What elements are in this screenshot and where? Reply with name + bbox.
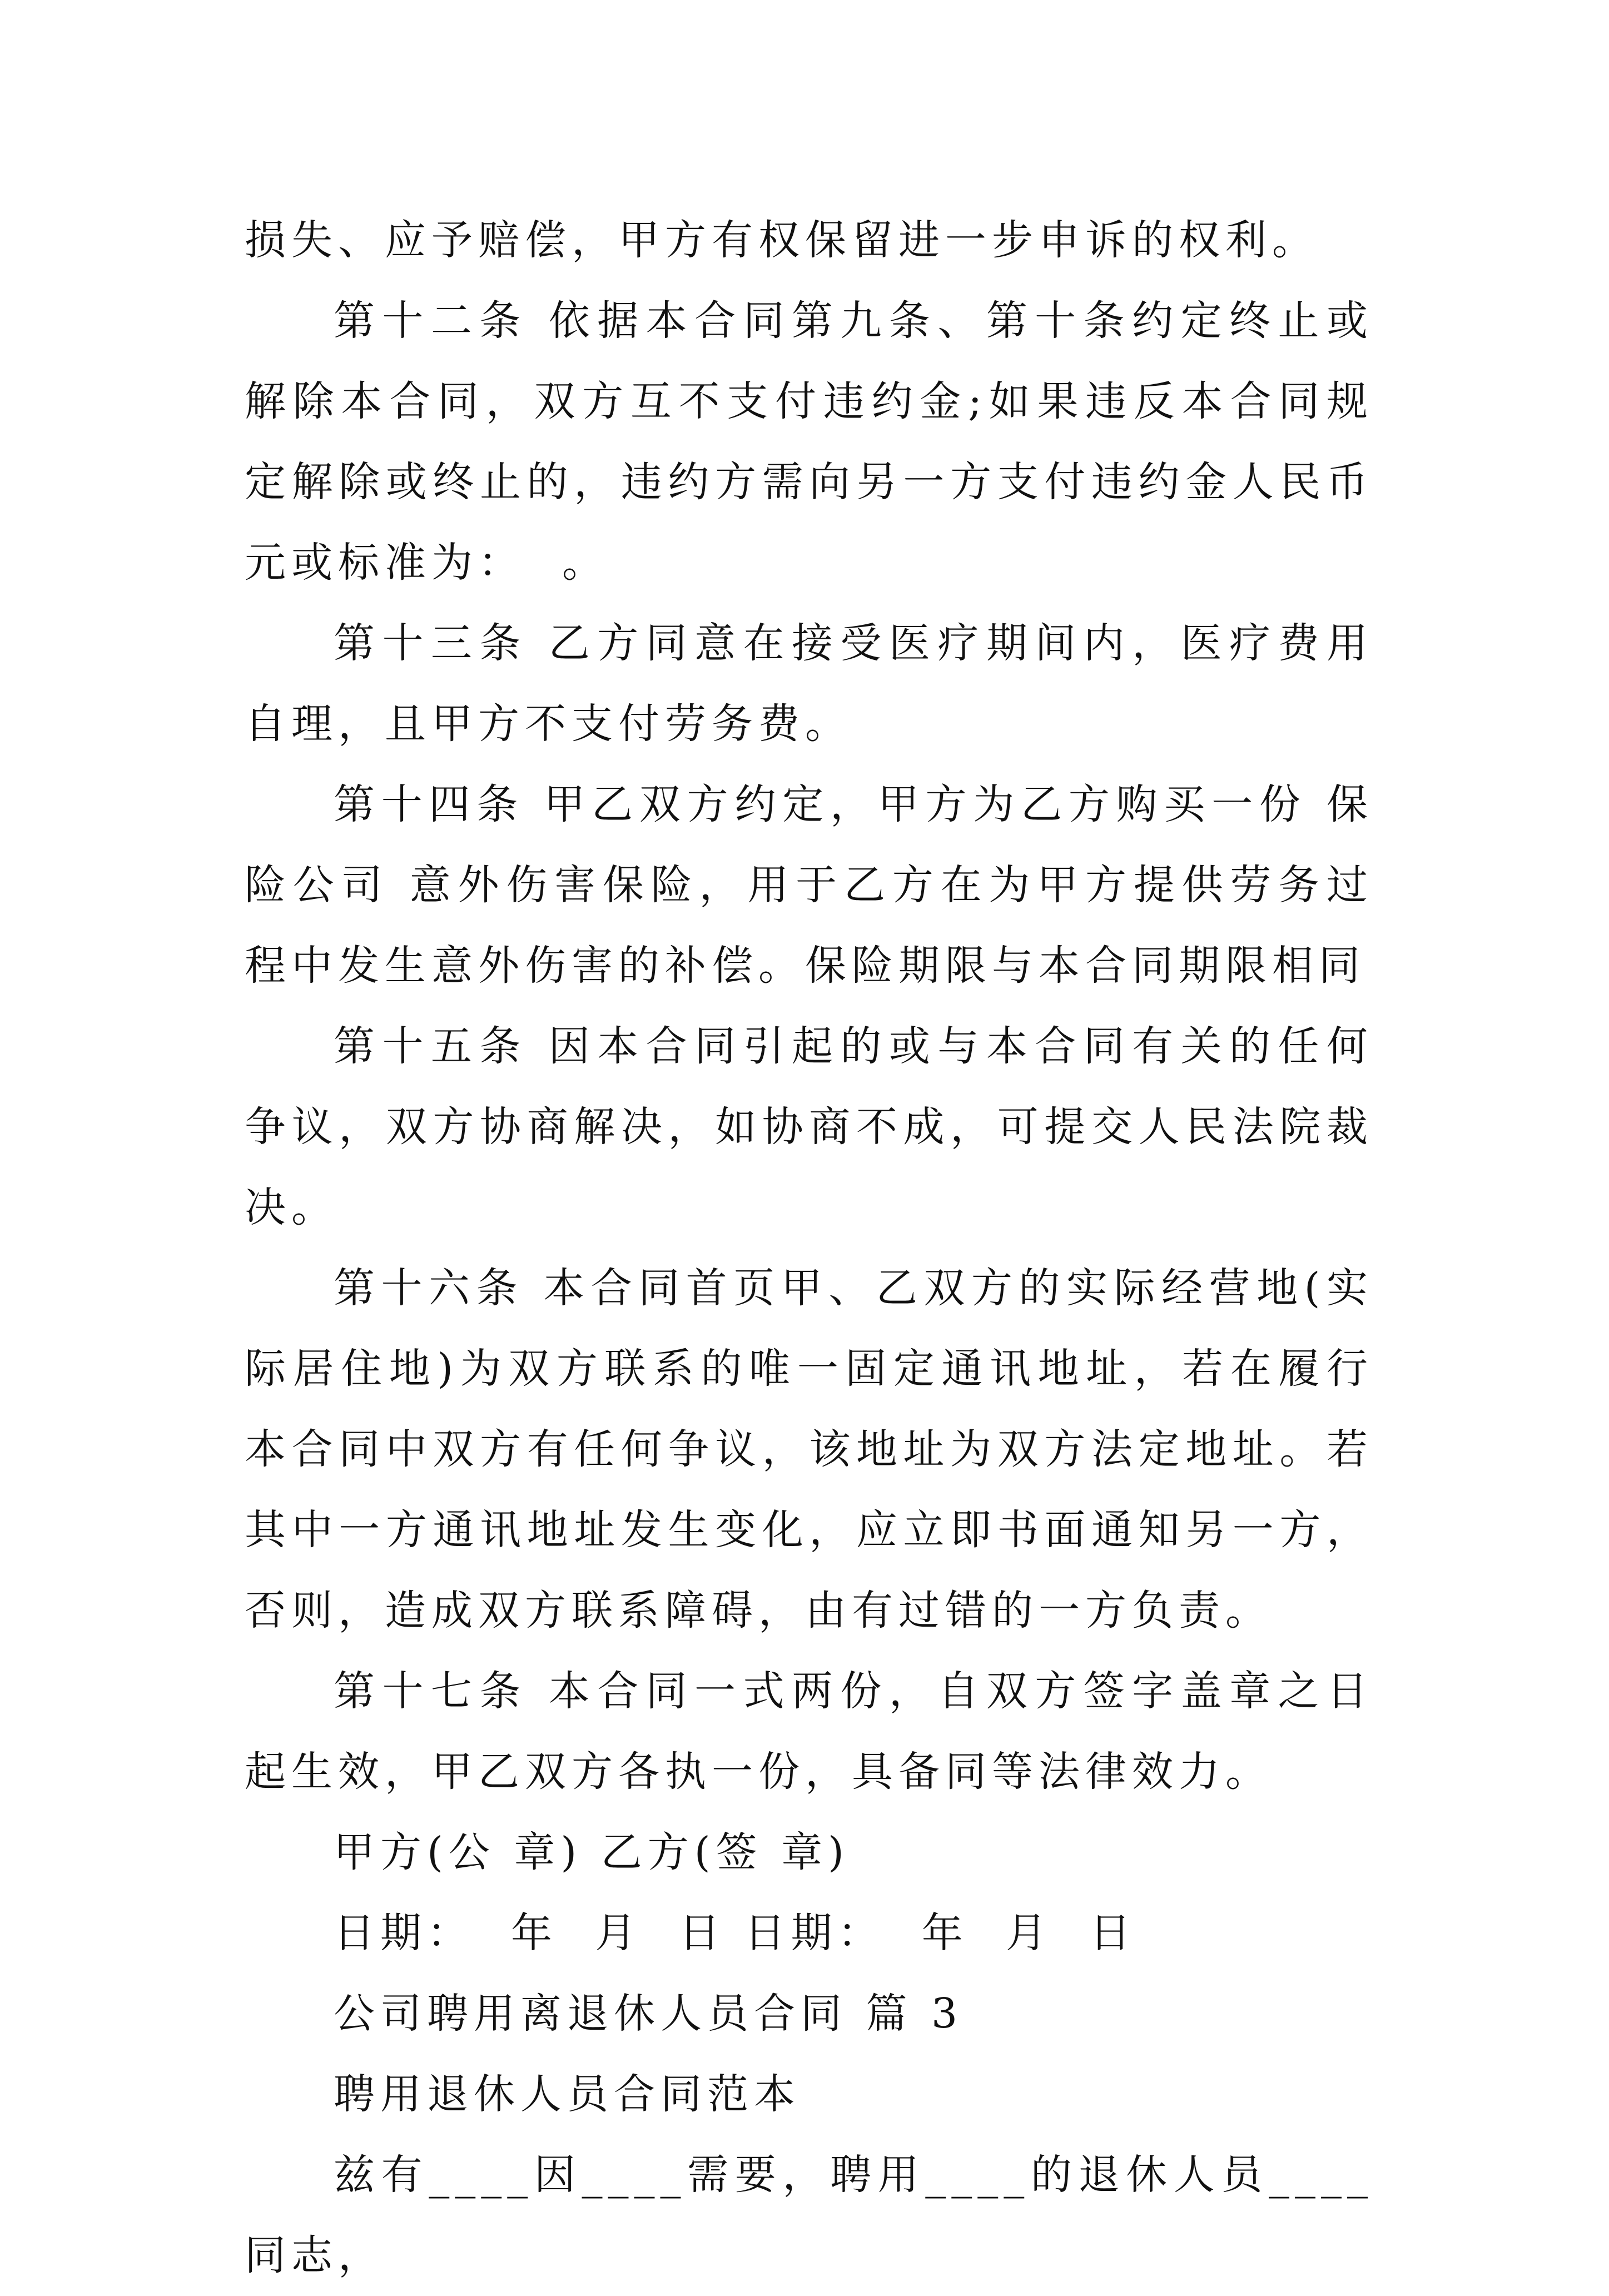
paragraph-article-13: 第十三条 乙方同意在接受医疗期间内，医疗费用自理，且甲方不支付劳务费。 <box>245 619 1373 748</box>
paragraph-article-12: 第十二条 依据本合同第九条、第十条约定终止或解除本合同，双方互不支付违约金;如果违反本合同规定解除或终止的，违约方需向另一方支付违约金人民币 元或标准为： 。 <box>245 297 1411 587</box>
contract-title: 聘用退休人员合同范本 <box>334 2070 801 2118</box>
paragraph-intro: 兹有____因____需要，聘用____的退休人员____同志， <box>245 2151 1373 2279</box>
section-heading: 公司聘用离退休人员合同 篇 3 <box>334 1990 964 2037</box>
document-body <box>245 200 1411 2296</box>
date-line: 日期： 年 月 日 日期： 年 月 日 <box>334 1909 1136 1957</box>
paragraph-continuation: 损失、应予赔偿，甲方有权保留进一步申诉的权利。 <box>245 216 1319 264</box>
paragraph-article-14: 第十四条 甲乙双方约定，甲方为乙方购买一份 保险公司 意外伤害保险，用于乙方在为甲方提供劳务过程中发生意外伤害的补偿。保险期限与本合同期限相同 <box>245 781 1373 990</box>
paragraph-article-17: 第十七条 本合同一式两份，自双方签字盖章之日起生效，甲乙双方各执一份，具备同等法律效力。 <box>245 1667 1373 1796</box>
paragraph-article-16: 第十六条 本合同首页甲、乙双方的实际经营地(实际居住地)为双方联系的唯一固定通讯地址，若在履行本合同中双方有任何争议，该地址为双方法定地址。若其中一方通讯地址发生变化，应立即书面通知另一方，否则，造成双方联系障碍，由有过错的一方负责。 <box>245 1264 1373 1634</box>
signature-line: 甲方(公 章) 乙方(签 章) <box>334 1828 850 1876</box>
paragraph-article-15: 第十五条 因本合同引起的或与本合同有关的任何争议，双方协商解决，如协商不成，可提交人民法院裁决。 <box>245 1022 1373 1231</box>
